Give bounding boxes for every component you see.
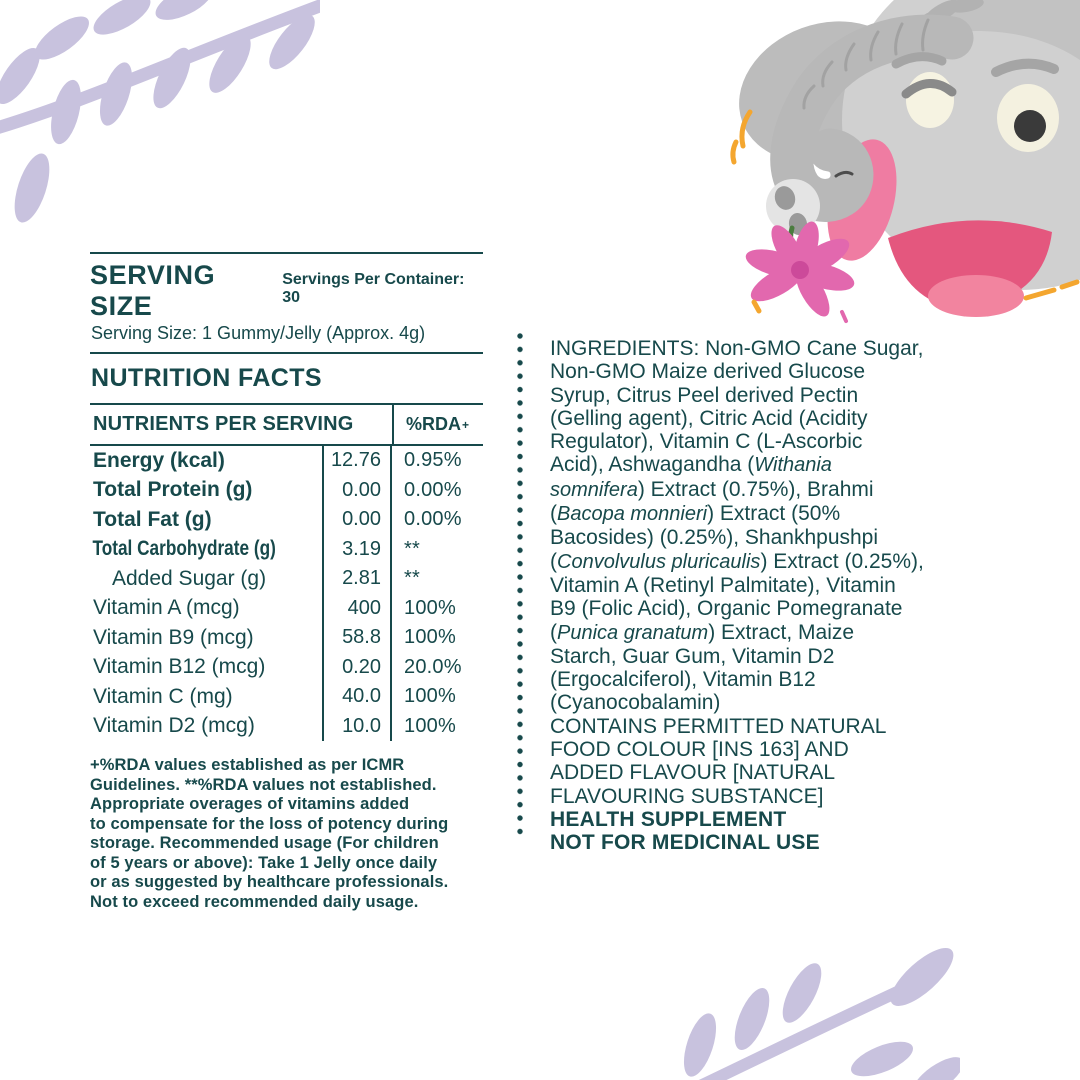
ingredients-line: Non-GMO Maize derived Glucose bbox=[550, 360, 866, 384]
nutrient-value: 58.8 bbox=[322, 623, 392, 653]
leaf-branch-top-left-illustration bbox=[0, 0, 320, 235]
ingredients-line: Regulator), Vitamin C (L-Ascorbic bbox=[550, 430, 863, 454]
nutrient-label: Total Fat (g) bbox=[93, 507, 212, 531]
footnote-line: Guidelines. **%RDA values not established. bbox=[90, 775, 437, 794]
nutrition-panel bbox=[90, 252, 483, 912]
nutrient-rda: ** bbox=[404, 567, 420, 590]
serving-size-title: SERVING SIZE bbox=[90, 260, 216, 321]
nutrition-table-rows bbox=[90, 446, 483, 741]
nutrients-column-header: NUTRIENTS PER SERVING bbox=[93, 413, 354, 435]
nutrient-rda: 100% bbox=[404, 626, 456, 649]
ingredients-line: INGREDIENTS: Non-GMO Cane Sugar, bbox=[550, 337, 924, 360]
nutrient-label: Added Sugar (g) bbox=[112, 566, 267, 590]
nutrient-label: Energy (kcal) bbox=[93, 448, 225, 472]
nutrient-value: 0.00 bbox=[322, 505, 392, 535]
ingredients-line: (Ergocalciferol), Vitamin B12 bbox=[550, 668, 816, 692]
ingredients-line: (Gelling agent), Citric Acid (Acidity bbox=[550, 406, 868, 430]
nutrient-value: 3.19 bbox=[322, 535, 392, 565]
ingredients-line: (Cyanocobalamin) bbox=[550, 691, 721, 715]
elephant-mascot-illustration bbox=[690, 0, 1080, 335]
ingredients-line: NOT FOR MEDICINAL USE bbox=[550, 831, 820, 855]
nutrient-rda: 0.00% bbox=[404, 478, 462, 501]
nutrient-label: Vitamin C (mg) bbox=[93, 684, 233, 708]
nutrient-value: 0.20 bbox=[322, 653, 392, 683]
nutrient-row bbox=[90, 623, 483, 653]
ingredients-line: FLAVOURING SUBSTANCE] bbox=[550, 784, 824, 808]
nutrient-label: Vitamin A (mcg) bbox=[93, 596, 240, 620]
ingredients-line: B9 (Folic Acid), Organic Pomegranate bbox=[550, 597, 903, 621]
nutrient-row bbox=[90, 446, 483, 476]
ingredients-line: FOOD COLOUR [INS 163] AND bbox=[550, 738, 849, 762]
nutrient-label: Vitamin D2 (mcg) bbox=[93, 714, 255, 738]
nutrient-row bbox=[90, 535, 483, 565]
divider-line bbox=[90, 352, 483, 354]
nutrient-row bbox=[90, 505, 483, 535]
ingredients-line: Syrup, Citrus Peel derived Pectin bbox=[550, 383, 859, 407]
nutrient-value: 0.00 bbox=[322, 476, 392, 506]
nutrient-row bbox=[90, 564, 483, 594]
nutrient-value: 40.0 bbox=[322, 682, 392, 712]
ingredients-line: CONTAINS PERMITTED NATURAL bbox=[550, 714, 887, 738]
ingredients-line: Bacosides) (0.25%), Shankhpushpi bbox=[550, 526, 879, 550]
ingredients-line: somnifera) Extract (0.75%), Brahmi bbox=[550, 477, 874, 501]
serving-size-value: Serving Size: 1 Gummy/Jelly (Approx. 4g) bbox=[91, 323, 426, 343]
ingredients-line: Acid), Ashwagandha (Withania bbox=[550, 453, 832, 477]
nutrient-value: 12.76 bbox=[322, 446, 392, 476]
nutrient-value: 400 bbox=[322, 594, 392, 624]
ingredients-line: (Punica granatum) Extract, Maize bbox=[550, 620, 855, 644]
servings-per-container: Servings Per Container: 30 bbox=[282, 271, 465, 306]
ingredients-line: ADDED FLAVOUR [NATURAL bbox=[550, 761, 836, 785]
rda-superscript: + bbox=[462, 417, 470, 432]
nutrient-row bbox=[90, 594, 483, 624]
nutrient-row bbox=[90, 682, 483, 712]
serving-size-header bbox=[90, 260, 483, 322]
nutrient-rda: 20.0% bbox=[404, 655, 462, 678]
nutrient-value: 2.81 bbox=[322, 564, 392, 594]
nutrient-label: Total Carbohydrate (g) bbox=[92, 537, 276, 561]
nutrient-rda: ** bbox=[404, 537, 420, 560]
footnote-line: +%RDA values established as per ICMR bbox=[90, 756, 405, 774]
nutrient-rda: 0.00% bbox=[404, 508, 462, 531]
rda-footnote bbox=[90, 756, 483, 912]
ingredients-line: Starch, Guar Gum, Vitamin D2 bbox=[550, 644, 835, 668]
divider-line bbox=[90, 252, 483, 254]
footnote-line: to compensate for the loss of potency during bbox=[90, 814, 449, 833]
nutrient-label: Total Protein (g) bbox=[93, 478, 253, 502]
nutrient-row bbox=[90, 653, 483, 683]
nutrition-table-header bbox=[90, 403, 483, 446]
nutrient-label: Vitamin B9 (mcg) bbox=[93, 625, 254, 649]
ingredients-text bbox=[550, 337, 1050, 855]
nutrient-row bbox=[90, 476, 483, 506]
nutrient-rda: 100% bbox=[404, 685, 456, 708]
footnote-line: storage. Recommended usage (For children bbox=[90, 834, 439, 852]
ingredients-line: (Convolvulus pluricaulis) Extract (0.25%), bbox=[550, 549, 924, 573]
nutrient-rda: 100% bbox=[404, 596, 456, 619]
nutrient-rda: 0.95% bbox=[404, 449, 462, 472]
dotted-divider bbox=[516, 330, 524, 840]
leaf-branch-bottom-right-illustration bbox=[670, 935, 960, 1080]
nutrient-label: Vitamin B12 (mcg) bbox=[93, 655, 266, 679]
nutrient-row bbox=[90, 712, 483, 742]
nutrition-facts-title: NUTRITION FACTS bbox=[91, 364, 322, 392]
rda-column-header: %RDA + bbox=[392, 405, 483, 444]
footnote-line: Not to exceed recommended daily usage. bbox=[90, 892, 419, 911]
ingredients-line: HEALTH SUPPLEMENT bbox=[550, 807, 787, 831]
footnote-line: of 5 years or above): Take 1 Jelly once daily bbox=[90, 853, 438, 872]
footnote-line: Appropriate overages of vitamins added bbox=[90, 795, 410, 813]
ingredients-line: (Bacopa monnieri) Extract (50% bbox=[550, 502, 841, 526]
nutrient-rda: 100% bbox=[404, 714, 456, 737]
footnote-line: or as suggested by healthcare professionals. bbox=[90, 873, 449, 891]
nutrient-value: 10.0 bbox=[322, 712, 392, 742]
ingredients-line: Vitamin A (Retinyl Palmitate), Vitamin bbox=[550, 573, 896, 597]
